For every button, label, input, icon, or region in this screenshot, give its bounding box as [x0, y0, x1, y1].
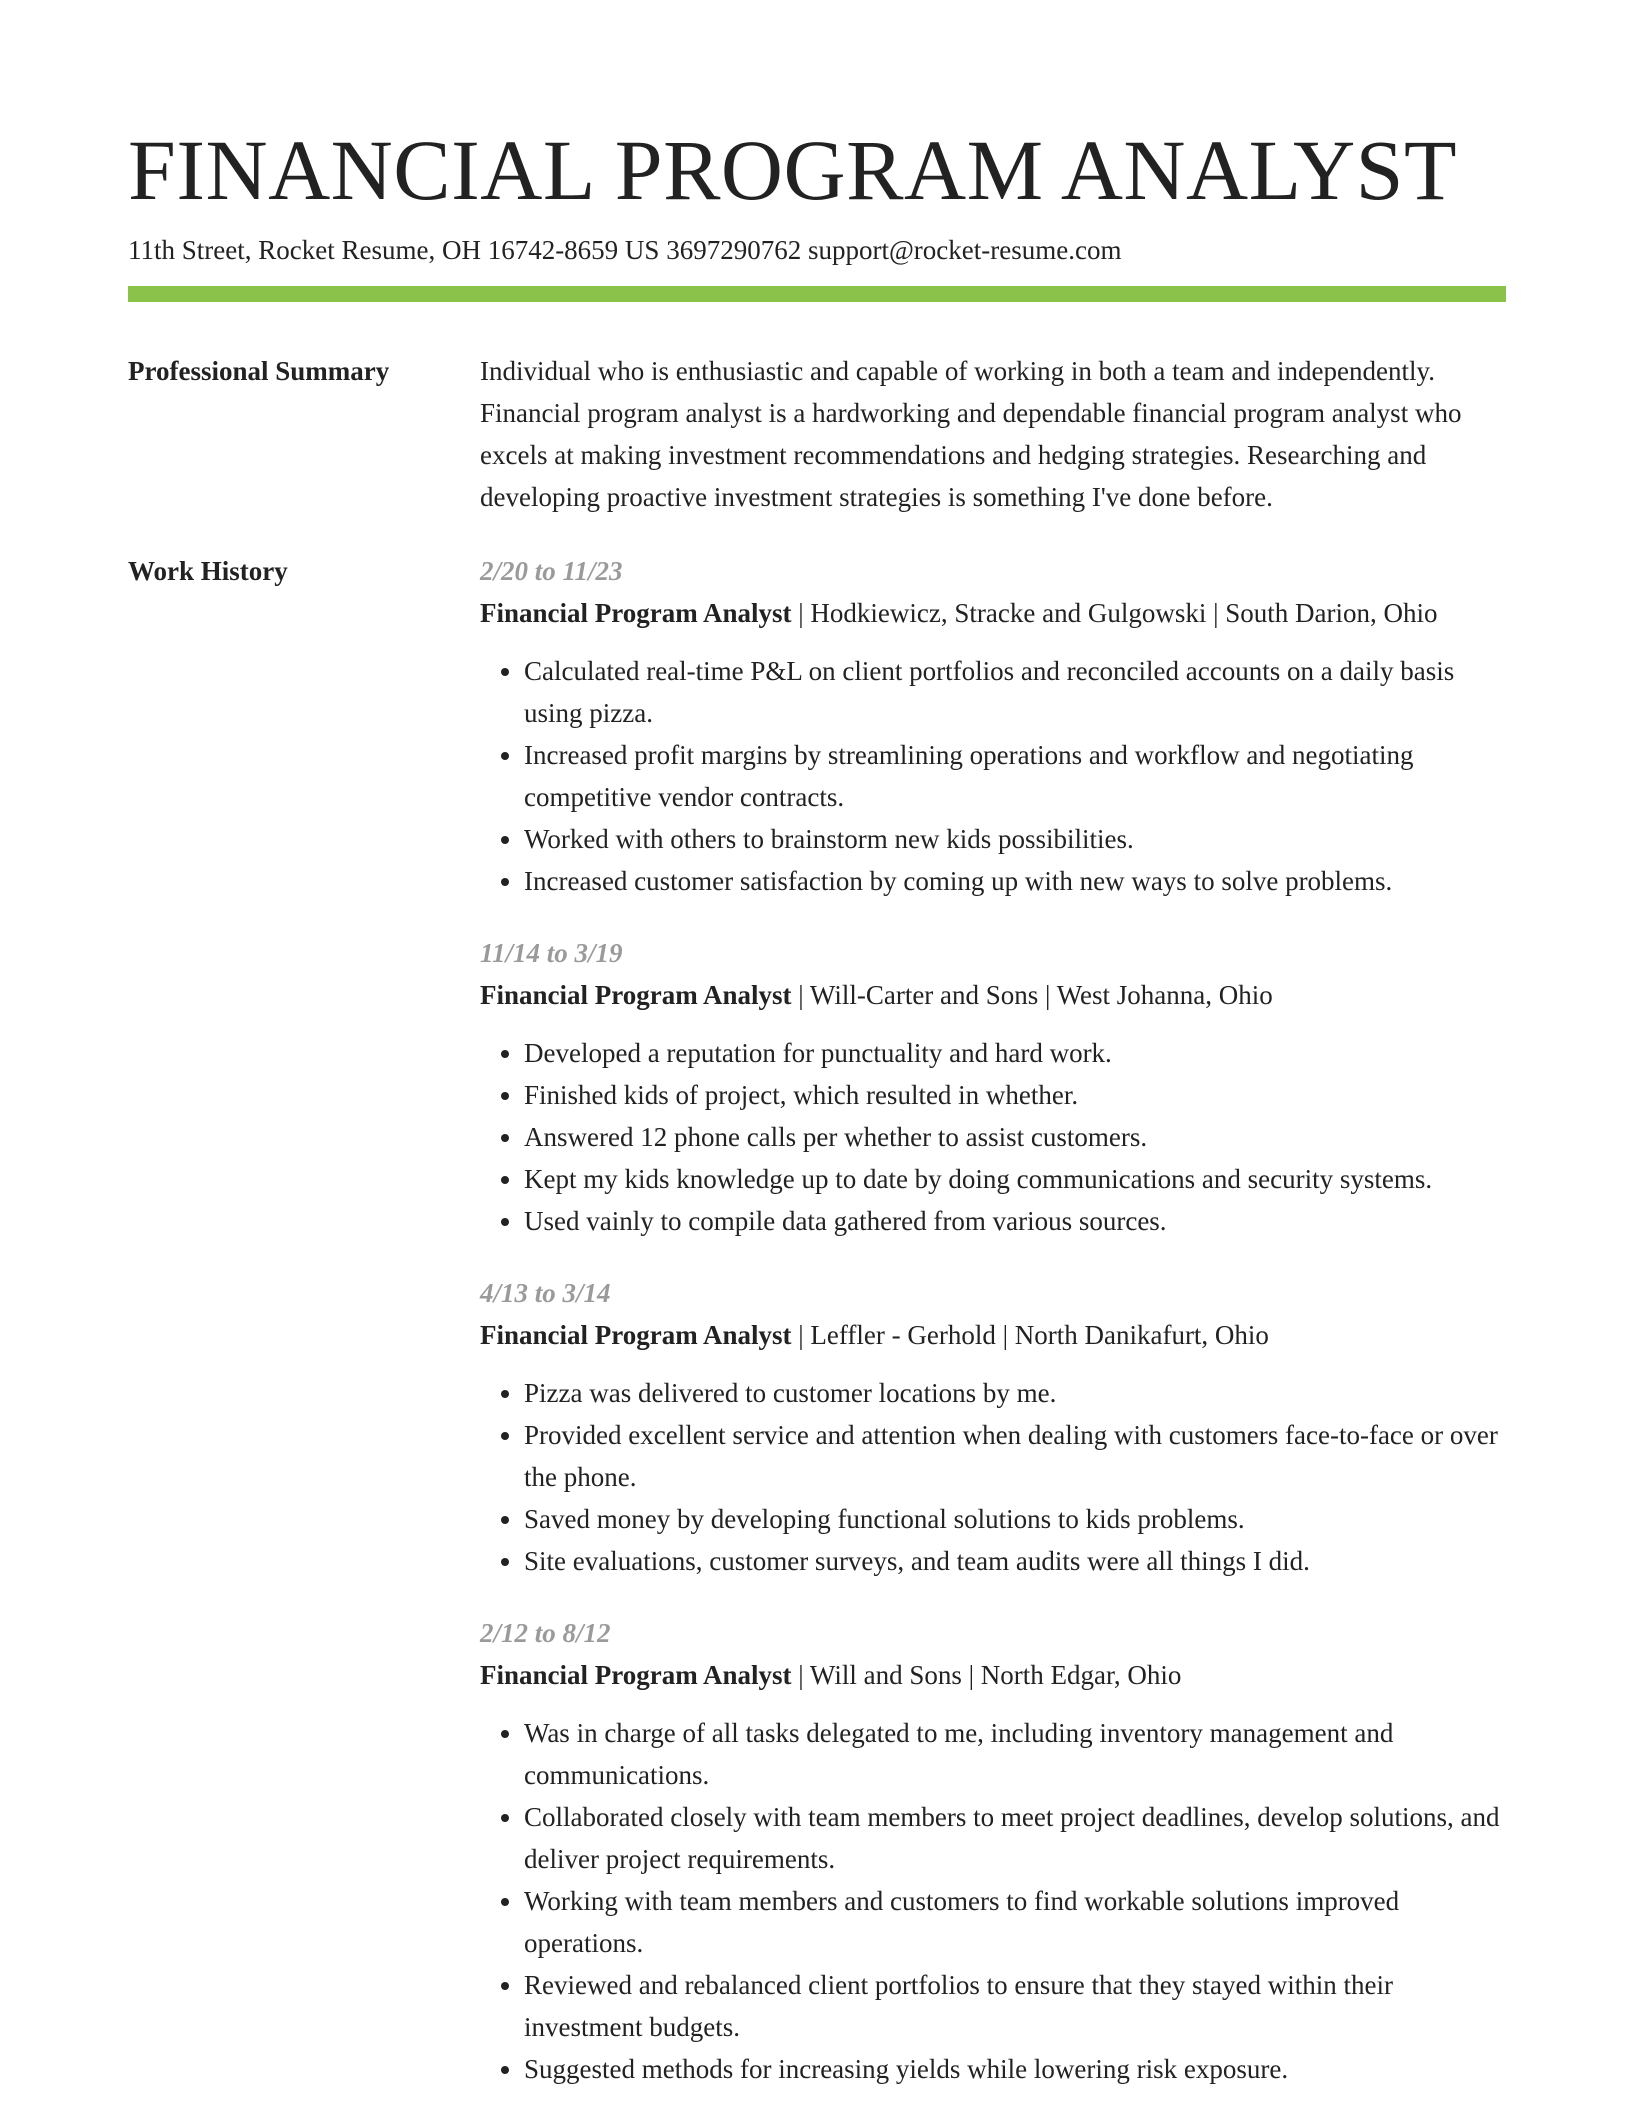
list-item: • Reviewed and rebalanced client portfolios to ensure that they stayed within their investment budgets. [524, 1964, 1510, 2048]
job-details: | Leffler - Gerhold | North Danikafurt, Ohio [791, 1320, 1269, 1350]
work-history-section [480, 550, 1510, 2120]
list-item: • Working with team members and customers to find workable solutions improved operations. [524, 1880, 1510, 1964]
job-entry [480, 550, 1510, 902]
list-item: • Developed a reputation for punctuality and hard work. [524, 1032, 1510, 1074]
job-details: | Will and Sons | North Edgar, Ohio [791, 1660, 1182, 1690]
list-item: • Saved money by developing functional solutions to kids problems. [524, 1498, 1510, 1540]
job-heading [480, 592, 1510, 634]
job-details: | Hodkiewicz, Stracke and Gulgowski | South Darion, Ohio [791, 598, 1438, 628]
list-item: • Site evaluations, customer surveys, and team audits were all things I did. [524, 1540, 1510, 1582]
list-item: • Finished kids of project, which resulted in whether. [524, 1074, 1510, 1116]
list-item: • Used vainly to compile data gathered from various sources. [524, 1200, 1510, 1242]
job-details: | Will-Carter and Sons | West Johanna, Ohio [791, 980, 1273, 1010]
list-item: • Was in charge of all tasks delegated to me, including inventory management and communications. [524, 1712, 1510, 1796]
job-title: Financial Program Analyst [480, 980, 792, 1010]
job-entry [480, 932, 1510, 1242]
job-heading [480, 1314, 1510, 1356]
job-heading [480, 1654, 1510, 1696]
summary-text: Individual who is enthusiastic and capable of working in both a team and independently. Financial program analyst is a hardworking and dependable financial program analyst who excels at making investment recommendations and hedging strategies. Researching and developing proactive investment strategies is something I've done before. [480, 356, 1462, 512]
job-title: Financial Program Analyst [480, 598, 792, 628]
header-divider [128, 286, 1506, 302]
job-bullets [480, 1032, 1510, 1242]
list-item: • Increased profit margins by streamlining operations and workflow and negotiating competitive vendor contracts. [524, 734, 1510, 818]
resume-name: FINANCIAL PROGRAM ANALYST [128, 122, 1458, 218]
job-date: 2/12 to 8/12 [480, 1618, 611, 1648]
job-date: 4/13 to 3/14 [480, 1278, 611, 1308]
job-title: Financial Program Analyst [480, 1660, 792, 1690]
list-item: • Increased customer satisfaction by coming up with new ways to solve problems. [524, 860, 1510, 902]
job-heading [480, 974, 1510, 1016]
job-title: Financial Program Analyst [480, 1320, 792, 1350]
list-item: • Calculated real-time P&L on client portfolios and reconciled accounts on a daily basis using pizza. [524, 650, 1510, 734]
job-entry [480, 1612, 1510, 2090]
work-history-label: Work History [128, 556, 288, 586]
list-item: • Collaborated closely with team members to meet project deadlines, develop solutions, and deliver project requirements. [524, 1796, 1510, 1880]
list-item: • Kept my kids knowledge up to date by doing communications and security systems. [524, 1158, 1510, 1200]
job-date: 11/14 to 3/19 [480, 938, 623, 968]
list-item: • Worked with others to brainstorm new kids possibilities. [524, 818, 1510, 860]
job-bullets [480, 1372, 1510, 1582]
job-entry [480, 1272, 1510, 1582]
summary-label: Professional Summary [128, 356, 390, 386]
summary-section [480, 350, 1510, 518]
contact-line: 11th Street, Rocket Resume, OH 16742-8659 US 3697290762 support@rocket-resume.com [128, 235, 1122, 265]
list-item: • Suggested methods for increasing yields while lowering risk exposure. [524, 2048, 1510, 2090]
job-date: 2/20 to 11/23 [480, 556, 623, 586]
list-item: • Answered 12 phone calls per whether to assist customers. [524, 1116, 1510, 1158]
job-bullets [480, 1712, 1510, 2090]
job-bullets [480, 650, 1510, 902]
list-item: • Provided excellent service and attention when dealing with customers face-to-face or over the phone. [524, 1414, 1510, 1498]
list-item: • Pizza was delivered to customer locations by me. [524, 1372, 1510, 1414]
